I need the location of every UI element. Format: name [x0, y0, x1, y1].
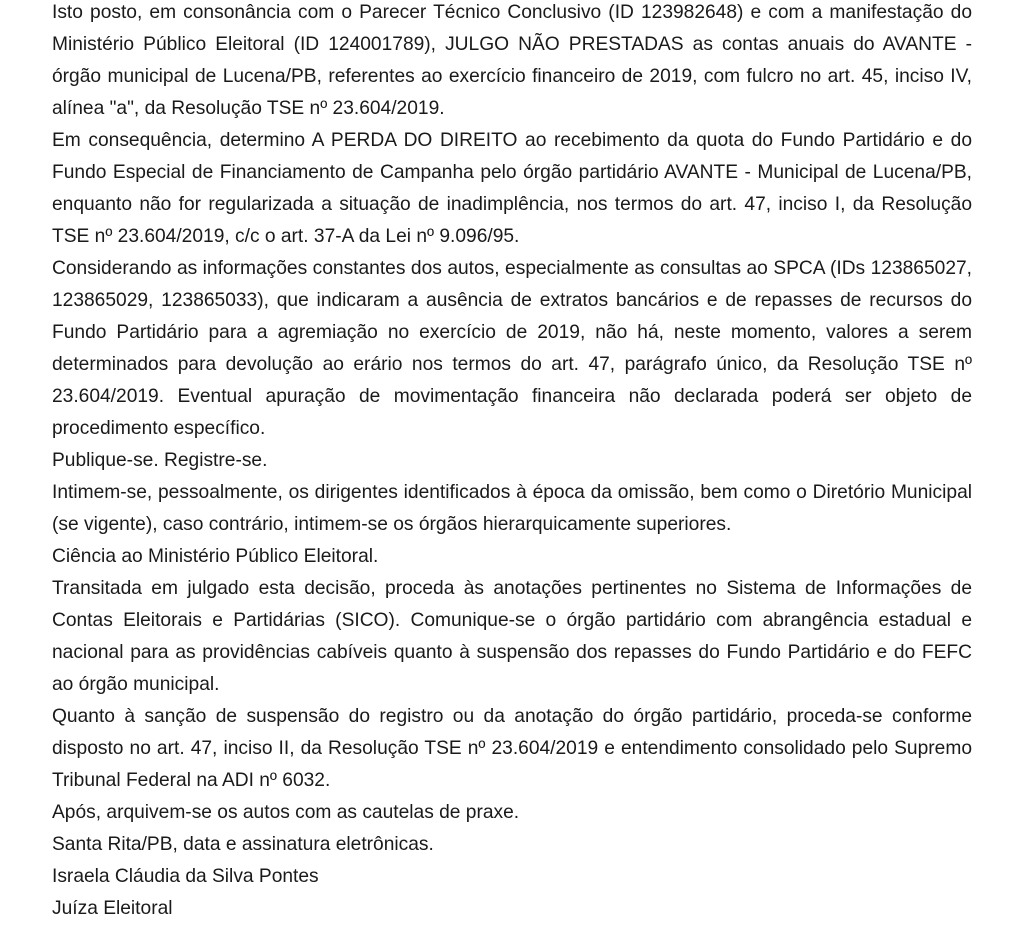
paragraph-archive: Após, arquivem-se os autos com as cautelas de praxe. [52, 802, 520, 823]
paragraph-summons: Intimem-se, pessoalmente, os dirigentes identificados à época da omissão, bem como o Diretório Municipal (se vigente), caso contrário, intimem-se os órgãos hierarquicamente superiores. [52, 482, 972, 535]
signer-title: Juíza Eleitoral [52, 898, 173, 919]
paragraph-prosecution-notice: Ciência ao Ministério Público Eleitoral. [52, 546, 379, 567]
paragraph-publish: Publique-se. Registre-se. [52, 450, 268, 471]
paragraph-consequence: Em consequência, determino A PERDA DO DIREITO ao recebimento da quota do Fundo Partidário e do Fundo Especial de Financiamento de Campanha pelo órgão partidário AVANTE - Municipal de Lucena/PB, enquanto não for regularizada a situação de inadimplência, nos termos do art. 47, inciso I, da Resolução TSE nº 23.604/2019, c/c o art. 37-A da Lei nº 9.096/95. [52, 130, 972, 247]
document-body [52, 0, 972, 925]
paragraph-final-judgment: Transitada em julgado esta decisão, proceda às anotações pertinentes no Sistema de Informações de Contas Eleitorais e Partidárias (SICO). Comunique-se o órgão partidário com abrangência estadual e nacional para as providências cabíveis quanto à suspensão dos repasses do Fundo Partidário e do FEFC ao órgão municipal. [52, 578, 972, 695]
closing-place-date: Santa Rita/PB, data e assinatura eletrônicas. [52, 834, 434, 855]
paragraph-considerations: Considerando as informações constantes dos autos, especialmente as consultas ao SPCA (IDs 123865027, 123865029, 123865033), que indicaram a ausência de extratos bancários e de repasses de recursos do Fundo Partidário para a agremiação no exercício de 2019, não há, neste momento, valores a serem determinados para devolução ao erário nos termos do art. 47, parágrafo único, da Resolução TSE nº 23.604/2019. Eventual apuração de movimentação financeira não declarada poderá ser objeto de procedimento específico. [52, 258, 972, 439]
signer-name: Israela Cláudia da Silva Pontes [52, 866, 319, 887]
paragraph-sanction: Quanto à sanção de suspensão do registro ou da anotação do órgão partidário, proceda-se conforme disposto no art. 47, inciso II, da Resolução TSE nº 23.604/2019 e entendimento consolidado pelo Supremo Tribunal Federal na ADI nº 6032. [52, 706, 972, 791]
paragraph-judgment: Isto posto, em consonância com o Parecer Técnico Conclusivo (ID 123982648) e com a manifestação do Ministério Público Eleitoral (ID 124001789), JULGO NÃO PRESTADAS as contas anuais do AVANTE - órgão municipal de Lucena/PB, referentes ao exercício financeiro de 2019, com fulcro no art. 45, inciso IV, alínea "a", da Resolução TSE nº 23.604/2019. [52, 2, 972, 119]
